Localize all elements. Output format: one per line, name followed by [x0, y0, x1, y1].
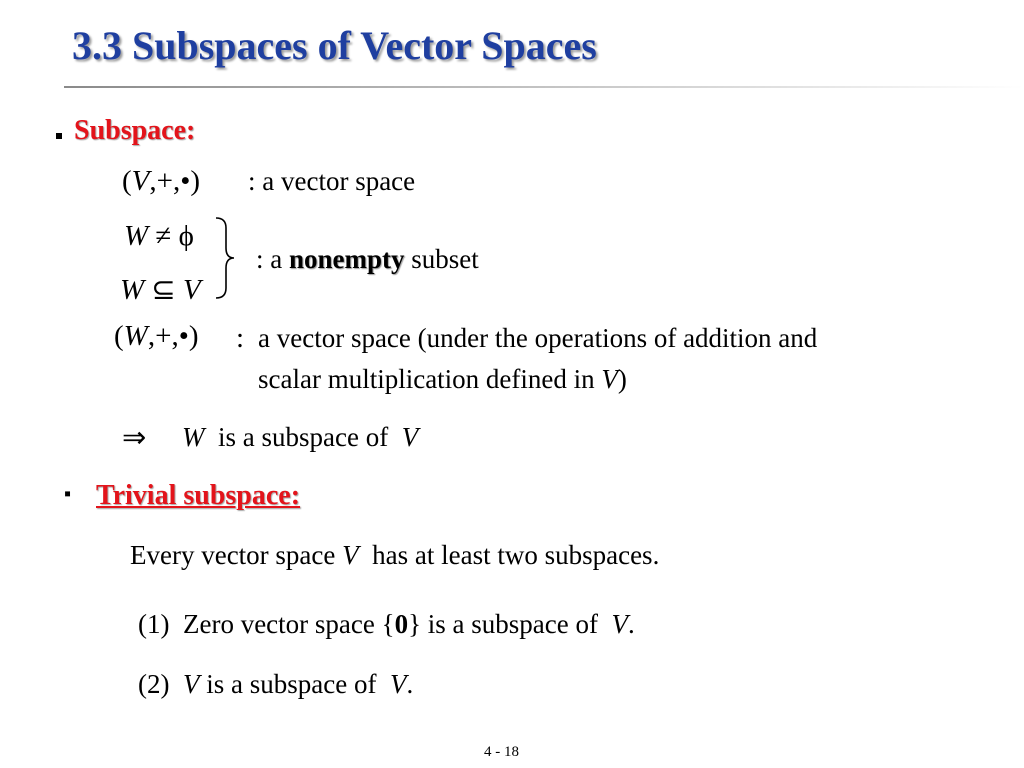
item2-num: (2) [138, 669, 170, 699]
condition-subset [120, 272, 201, 307]
tuple-ops: ,+,•) [149, 165, 201, 197]
tuple2-W: W [123, 320, 148, 352]
tuple2-ops: ,+,•) [147, 320, 199, 352]
item1-zero: 0 [394, 609, 409, 639]
subspace-heading: Subspace: [74, 115, 196, 146]
subspace-tuple [114, 320, 199, 353]
implication-statement [182, 422, 418, 453]
cond-text-prefix: : a [256, 244, 283, 274]
implies-W: W [182, 422, 205, 452]
item1-end: . [628, 609, 635, 639]
trivial-item-2 [138, 669, 413, 700]
tuple-open: ( [122, 165, 132, 197]
desc-line2-close: ) [617, 364, 627, 394]
item1-num: (1) [138, 609, 170, 639]
vector-space-tuple [122, 165, 200, 198]
vector-space-desc: : a vector space [248, 166, 416, 196]
item2-V: V [182, 669, 200, 699]
subspace-desc-line1: a vector space (under the operations of addition and [258, 323, 818, 353]
nonempty-subset-desc [256, 244, 479, 275]
cond2-W: W [120, 274, 145, 306]
intro-V: V [342, 540, 359, 570]
condition-nonempty [124, 220, 194, 253]
tuple2-colon: : [236, 322, 245, 354]
tuple-V: V [131, 165, 150, 197]
item1-a: Zero vector space { [182, 609, 395, 639]
item1-V: V [611, 609, 629, 639]
page-number: 4 - 18 [484, 744, 519, 760]
desc-line2-text: scalar multiplication defined in [258, 364, 595, 394]
desc-line2-V: V [601, 364, 618, 394]
implies-V: V [401, 422, 419, 452]
implies-text: is a subspace of [218, 422, 389, 452]
intro-a: Every vector space [130, 540, 336, 570]
cond-text-bold: nonempty [289, 244, 405, 274]
cond-text-suffix: subset [411, 244, 479, 274]
item1-b: } is a subspace of [408, 609, 599, 639]
item2-a: is a subspace of [206, 669, 377, 699]
right-brace-icon [214, 216, 236, 300]
item2-V2: V [389, 669, 407, 699]
cond1-rest: ≠ ϕ [155, 220, 194, 252]
trivial-intro [130, 540, 659, 571]
trivial-heading: Trivial subspace: [96, 480, 301, 511]
tuple2-open: ( [114, 320, 124, 352]
bullet-square-icon: ▪ [64, 483, 72, 505]
title-divider [64, 86, 1024, 88]
intro-b: has at least two subspaces. [372, 540, 660, 570]
slide-title: 3.3 Subspaces of Vector Spaces [72, 23, 597, 68]
cond2-op: ⊆ [151, 274, 176, 306]
cond2-V: V [182, 274, 201, 306]
item2-end: . [406, 669, 414, 699]
bullet-square-icon [56, 133, 62, 139]
implies-arrow-icon: ⇒ [122, 422, 147, 454]
trivial-item-1 [138, 609, 635, 640]
subspace-desc-line2 [258, 364, 627, 395]
cond1-W: W [124, 220, 149, 252]
